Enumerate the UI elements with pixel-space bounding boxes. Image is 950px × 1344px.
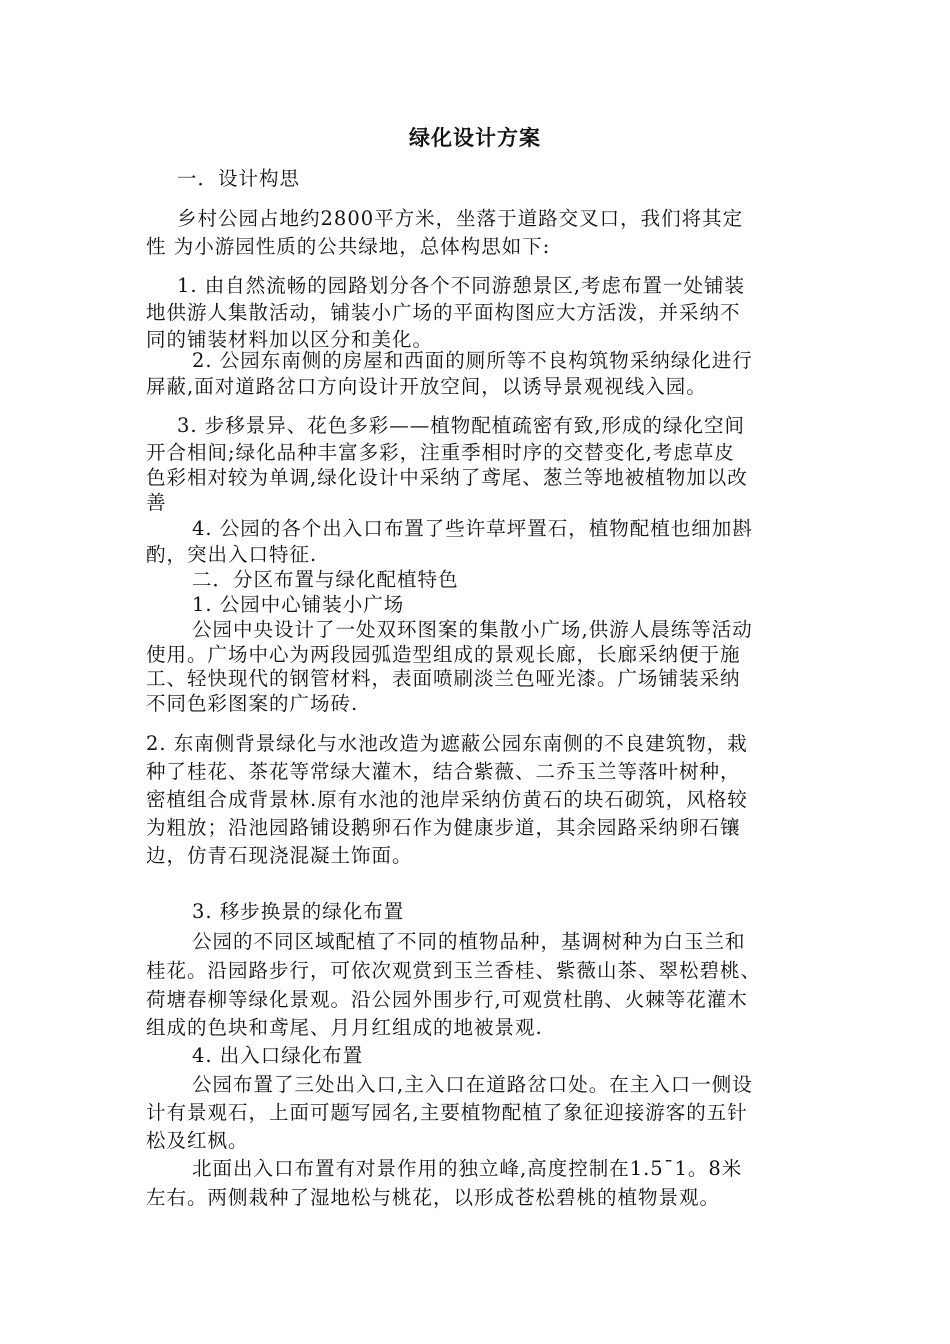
- subsection-heading: 4. 出入口绿化布置: [192, 1044, 364, 1067]
- paragraph-line: 组成的色块和鸢尾、月月红组成的地被景观.: [146, 1016, 543, 1039]
- paragraph-line: 地供游人集散活动，铺装小广场的平面构图应大方活泼，并采纳不: [146, 301, 741, 324]
- paragraph-line: 不同色彩图案的广场砖.: [146, 692, 359, 715]
- paragraph-line: 1. 由自然流畅的园路划分各个不同游憩景区,考虑布置一处铺装: [177, 274, 746, 297]
- paragraph-line: 酌，突出入口特征.: [146, 543, 318, 566]
- paragraph-line: 同的铺装材料加以区分和美化。: [146, 328, 434, 351]
- paragraph-line: 2. 东南侧背景绿化与水池改造为遮蔽公园东南侧的不良建筑物，栽: [146, 732, 748, 755]
- paragraph-line: 松及红枫。: [146, 1129, 249, 1152]
- paragraph-line: 色彩相对较为单调,绿化设计中采纳了鸢尾、葱兰等地被植物加以改: [146, 466, 748, 489]
- document-title: 绿化设计方案: [409, 125, 541, 150]
- subsection-heading: 3. 移步换景的绿化布置: [192, 900, 405, 923]
- section-heading-2: 二．分区布置与绿化配植特色: [192, 568, 459, 591]
- paragraph-line: 桂花。沿园路步行，可依次观赏到玉兰香桂、紫薇山茶、翠松碧桃、: [146, 959, 762, 982]
- paragraph-line: 公园布置了三处出入口,主入口在道路岔口处。在主入口一侧设: [192, 1073, 753, 1096]
- paragraph-line: 左右。两侧栽种了湿地松与桃花，以形成苍松碧桃的植物景观。: [146, 1186, 721, 1209]
- paragraph-line: 荷塘春柳等绿化景观。沿公园外围步行,可观赏杜鹃、火棘等花灌木: [146, 988, 748, 1011]
- paragraph-line: 密植组合成背景林.原有水池的池岸采纳仿黄石的块石砌筑，风格较: [146, 788, 748, 811]
- paragraph-line: 公园的不同区域配植了不同的植物品种，基调树种为白玉兰和: [192, 930, 746, 953]
- paragraph-line: 3. 步移景异、花色多彩——植物配植疏密有致,形成的绿化空间: [177, 414, 746, 437]
- paragraph-line: 2. 公园东南侧的房屋和西面的厕所等不良构筑物采纳绿化进行: [192, 349, 753, 372]
- paragraph-line: 屏蔽,面对道路岔口方向设计开放空间，以诱导景观视线入园。: [146, 375, 707, 398]
- paragraph-line: 开合相间;绿化品种丰富多彩，注重季相时序的交替变化,考虑草皮: [146, 441, 735, 464]
- paragraph-line: 工、轻快现代的钢管材料，表面喷刷淡兰色哑光漆。广场铺装采纳: [146, 667, 741, 690]
- paragraph-line: 乡村公园占地约2800平方米，坐落于道路交叉口，我们将其定: [177, 207, 744, 230]
- section-heading-1: 一．设计构思: [177, 167, 301, 190]
- paragraph-line: 为粗放；沿池园路铺设鹅卵石作为健康步道，其余园路采纳卵石镶: [146, 816, 741, 839]
- paragraph-line: 性 为小游园性质的公共绿地，总体构思如下:: [146, 235, 551, 258]
- paragraph-line: 种了桂花、茶花等常绿大灌木，结合紫薇、二乔玉兰等落叶树种，: [146, 760, 741, 783]
- paragraph-line: 4. 公园的各个出入口布置了些许草坪置石，植物配植也细加斟: [192, 517, 753, 540]
- paragraph-line: 边，仿青石现浇混凝土饰面。: [146, 844, 413, 867]
- paragraph-line: 善: [146, 491, 167, 514]
- paragraph-line: 北面出入口布置有对景作用的独立峰,高度控制在1.5¯1。8米: [192, 1157, 743, 1180]
- subsection-heading: 1. 公园中心铺装小广场: [192, 593, 405, 616]
- paragraph-line: 使用。广场中心为两段园弧造型组成的景观长廊，长廊采纳便于施: [146, 643, 741, 666]
- paragraph-line: 公园中央设计了一处双环图案的集散小广场,供游人晨练等活动: [192, 618, 753, 641]
- paragraph-line: 计有景观石，上面可题写园名,主要植物配植了象征迎接游客的五针: [146, 1101, 748, 1124]
